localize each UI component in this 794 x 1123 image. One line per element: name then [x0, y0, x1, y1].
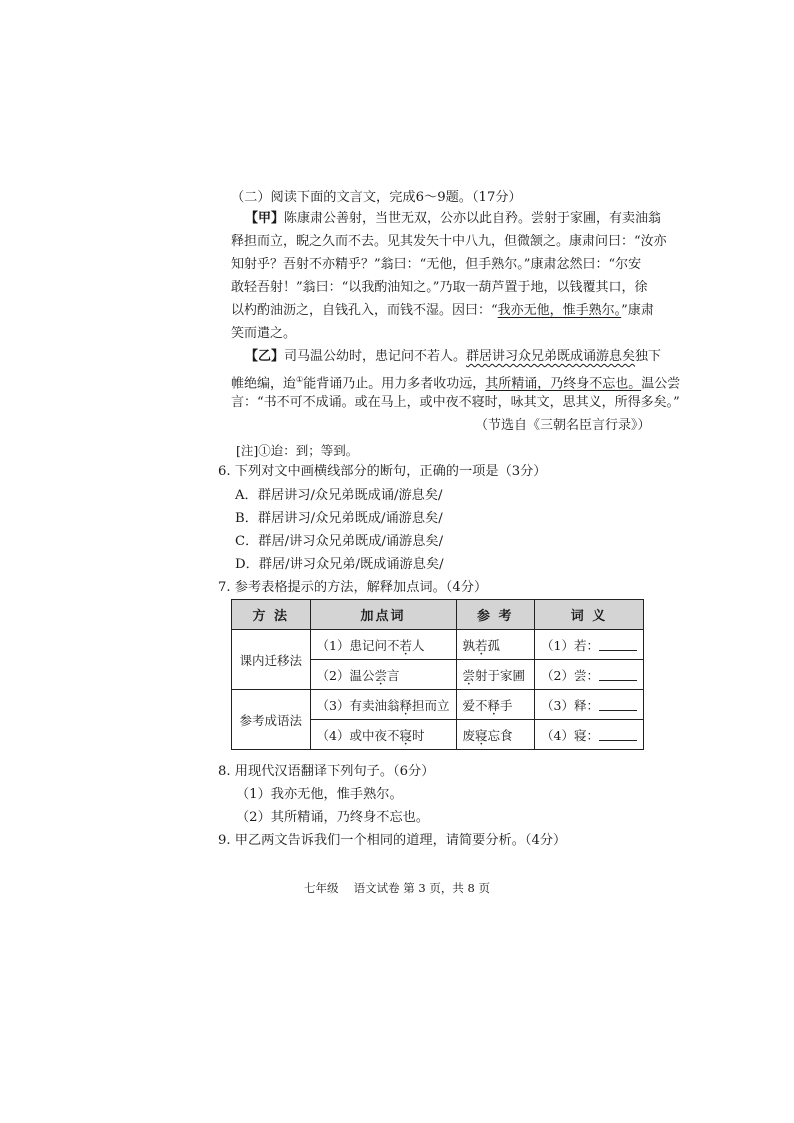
meaning-cell: （4）寝：: [535, 720, 644, 750]
q8-sentence-1: （1）我亦无他，惟手熟尔。: [236, 787, 403, 802]
q6-option-a: A．群居讲习/众兄弟既成诵/游息矣/: [235, 488, 443, 503]
passage-source: （节选自《三朝名臣言行录》）: [475, 418, 651, 433]
page-footer: 七年级 语文试卷 第 3 页，共 8 页: [303, 881, 491, 895]
table-header: 加点词: [310, 600, 456, 630]
answer-blank[interactable]: [599, 728, 637, 741]
meaning-cell: （1）若：: [535, 630, 644, 660]
reference-cell: 孰若孤: [456, 630, 535, 660]
phrase-cell: （3）有卖油翁释担而立: [310, 690, 456, 720]
q6-option-d: D．群居/讲习众兄弟/既成诵游息矣/: [235, 557, 444, 572]
answer-blank[interactable]: [599, 698, 637, 711]
underlined-sentence-jia: 我亦无他，惟手熟尔。: [497, 303, 622, 318]
passage-yi-line-3: 言：“书不可不成诵。或在马上，或中夜不寝时，咏其文，思其义，所得多矣。”: [231, 395, 680, 410]
phrase-cell: （4）或中夜不寝时: [310, 720, 456, 750]
phrase-cell: （2）温公尝言: [310, 660, 456, 690]
passage-yi-label: 【乙】: [245, 349, 285, 364]
passage-jia-line-3: 知射乎？吾射不亦精乎？”翁曰：“无他，但手熟尔。”康肃忿然曰：“尔安: [231, 257, 642, 272]
q8-sentence-2: （2）其所精诵，乃终身不忘也。: [236, 810, 430, 825]
answer-blank[interactable]: [599, 668, 637, 681]
annotation-note: [注]①迨：到；等到。: [236, 443, 359, 458]
q8-stem: 8. 用现代汉语翻译下列句子。（6分）: [218, 764, 435, 779]
reference-cell: 尝射于家圃: [456, 660, 535, 690]
table-header: 参 考: [456, 600, 535, 630]
answer-blank[interactable]: [599, 638, 637, 651]
passage-jia-line-2: 释担而立，睨之久而不去。见其发矢十中八九，但微颔之。康肃问曰：“汝亦: [231, 234, 667, 249]
phrase-cell: （1）患记问不若人: [310, 630, 456, 660]
passage-yi-line-2: 帷绝编，迨①能背诵乃止。用力多者收功远，其所精诵，乃终身不忘也。温公尝: [231, 375, 681, 392]
section-title: （二）阅读下面的文言文，完成6～9题。（17分）: [231, 190, 522, 205]
reference-cell: 爱不释手: [456, 690, 535, 720]
method-cell: 课内迁移法: [232, 630, 311, 690]
vocab-table: [231, 599, 644, 750]
table-header-row: [232, 600, 644, 630]
q9-stem: 9. 甲乙两文告诉我们一个相同的道理，请简要分析。（4分）: [218, 833, 567, 848]
table-header: 方 法: [232, 600, 311, 630]
q7-stem: 7. 参考表格提示的方法，解释加点词。（4分）: [218, 580, 488, 595]
passage-jia-line-6: 笑而遣之。: [231, 326, 297, 341]
q6-option-c: C．群居/讲习众兄弟既成/诵游息矣/: [235, 534, 444, 549]
wavy-underlined-sentence: 群居讲习众兄弟既成诵游息矣: [466, 349, 636, 364]
underlined-sentence-yi: 其所精诵，乃终身不忘也。: [485, 376, 642, 392]
passage-jia-line-4: 敢轻吾射！”翁曰：“以我酌油知之。”乃取一葫芦置于地，以钱覆其口，徐: [231, 280, 648, 295]
meaning-cell: （2）尝：: [535, 660, 644, 690]
table-row: [232, 690, 644, 720]
table-header: 词 义: [535, 600, 644, 630]
passage-jia-line-5: 以杓酌油沥之，自钱孔入，而钱不湿。因曰：“我亦无他，惟手熟尔。”康肃: [231, 303, 654, 318]
passage-yi-line-1: 【乙】司马温公幼时，患记问不若人。群居讲习众兄弟既成诵游息矣独下: [245, 349, 662, 364]
table-row: [232, 630, 644, 660]
meaning-cell: （3）释：: [535, 690, 644, 720]
footnote-marker: ①: [296, 375, 304, 384]
q6-stem: 6. 下列对文中画横线部分的断句，正确的一项是（3分）: [218, 464, 547, 479]
passage-jia-line-1: 【甲】陈康肃公善射，当世无双，公亦以此自矜。尝射于家圃，有卖油翁: [245, 211, 662, 226]
reference-cell: 废寝忘食: [456, 720, 535, 750]
method-cell: 参考成语法: [232, 690, 311, 750]
q6-option-b: B．群居讲习/众兄弟既成/诵游息矣/: [235, 511, 443, 526]
passage-jia-label: 【甲】: [245, 211, 285, 226]
